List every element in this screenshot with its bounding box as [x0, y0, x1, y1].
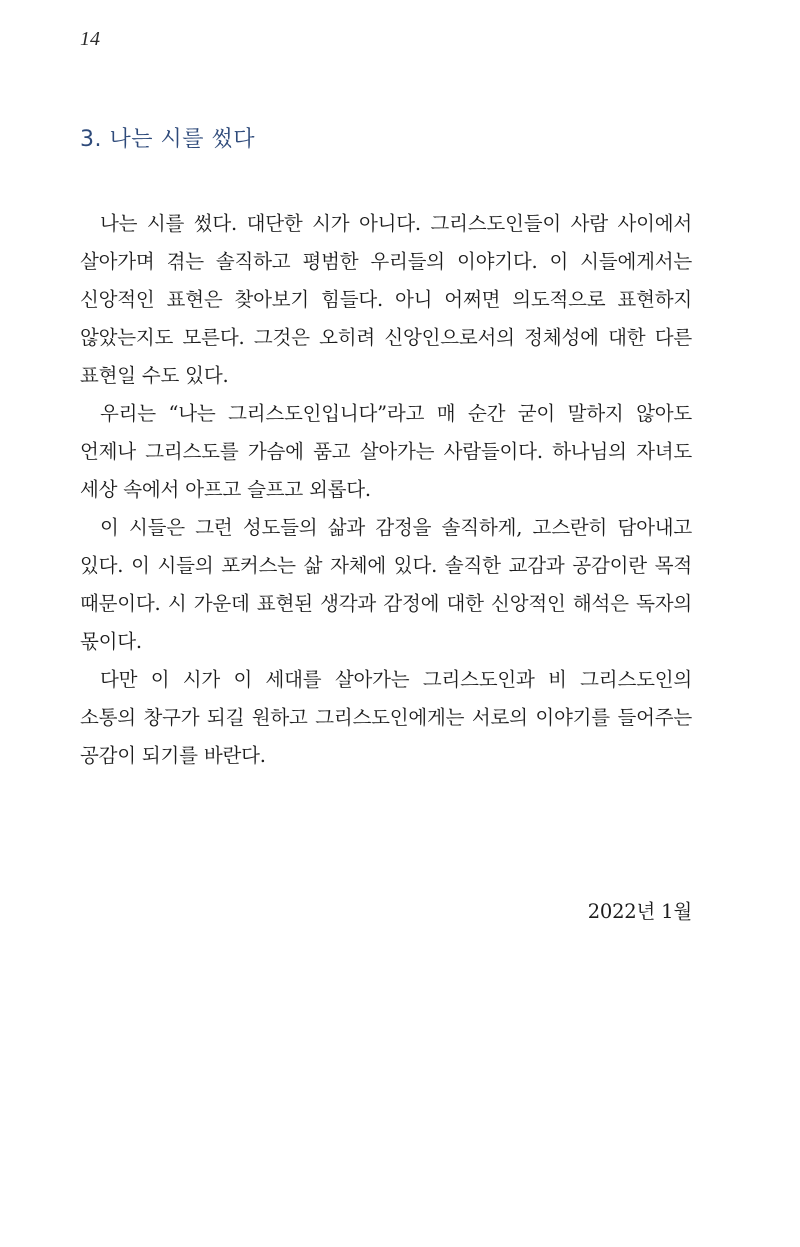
paragraph: 나는 시를 썼다. 대단한 시가 아니다. 그리스도인들이 사람 사이에서 살아가며 겪는 솔직하고 평범한 우리들의 이야기다. 이 시들에게서는 신앙적인 표현은 찾아보기 힘들다. 아니 어쩌면 의도적으로 표현하지 않았는지도 모른다. 그것은 오히려 신앙인으로서의 정체성에 대한 다른 표현일 수도 있다.: [80, 212, 692, 387]
chapter-title: 3. 나는 시를 썼다: [80, 127, 255, 152]
body-text: [80, 205, 692, 775]
paragraph: 다만 이 시가 이 세대를 살아가는 그리스도인과 비 그리스도인의 소통의 창구가 되길 원하고 그리스도인에게는 서로의 이야기를 들어주는 공감이 되기를 바란다.: [80, 668, 692, 767]
paragraph: 우리는 “나는 그리스도인입니다”라고 매 순간 굳이 말하지 않아도 언제나 그리스도를 가슴에 품고 살아가는 사람들이다. 하나님의 자녀도 세상 속에서 아프고 슬프고 외롭다.: [80, 402, 692, 501]
paragraph: 이 시들은 그런 성도들의 삶과 감정을 솔직하게, 고스란히 담아내고 있다. 이 시들의 포커스는 삶 자체에 있다. 솔직한 교감과 공감이란 목적 때문이다. 시 가운데 표현된 생각과 감정에 대한 신앙적인 해석은 독자의 몫이다.: [80, 516, 692, 653]
page-number: 14: [80, 28, 100, 50]
date-line: 2022년 1월: [587, 900, 692, 923]
